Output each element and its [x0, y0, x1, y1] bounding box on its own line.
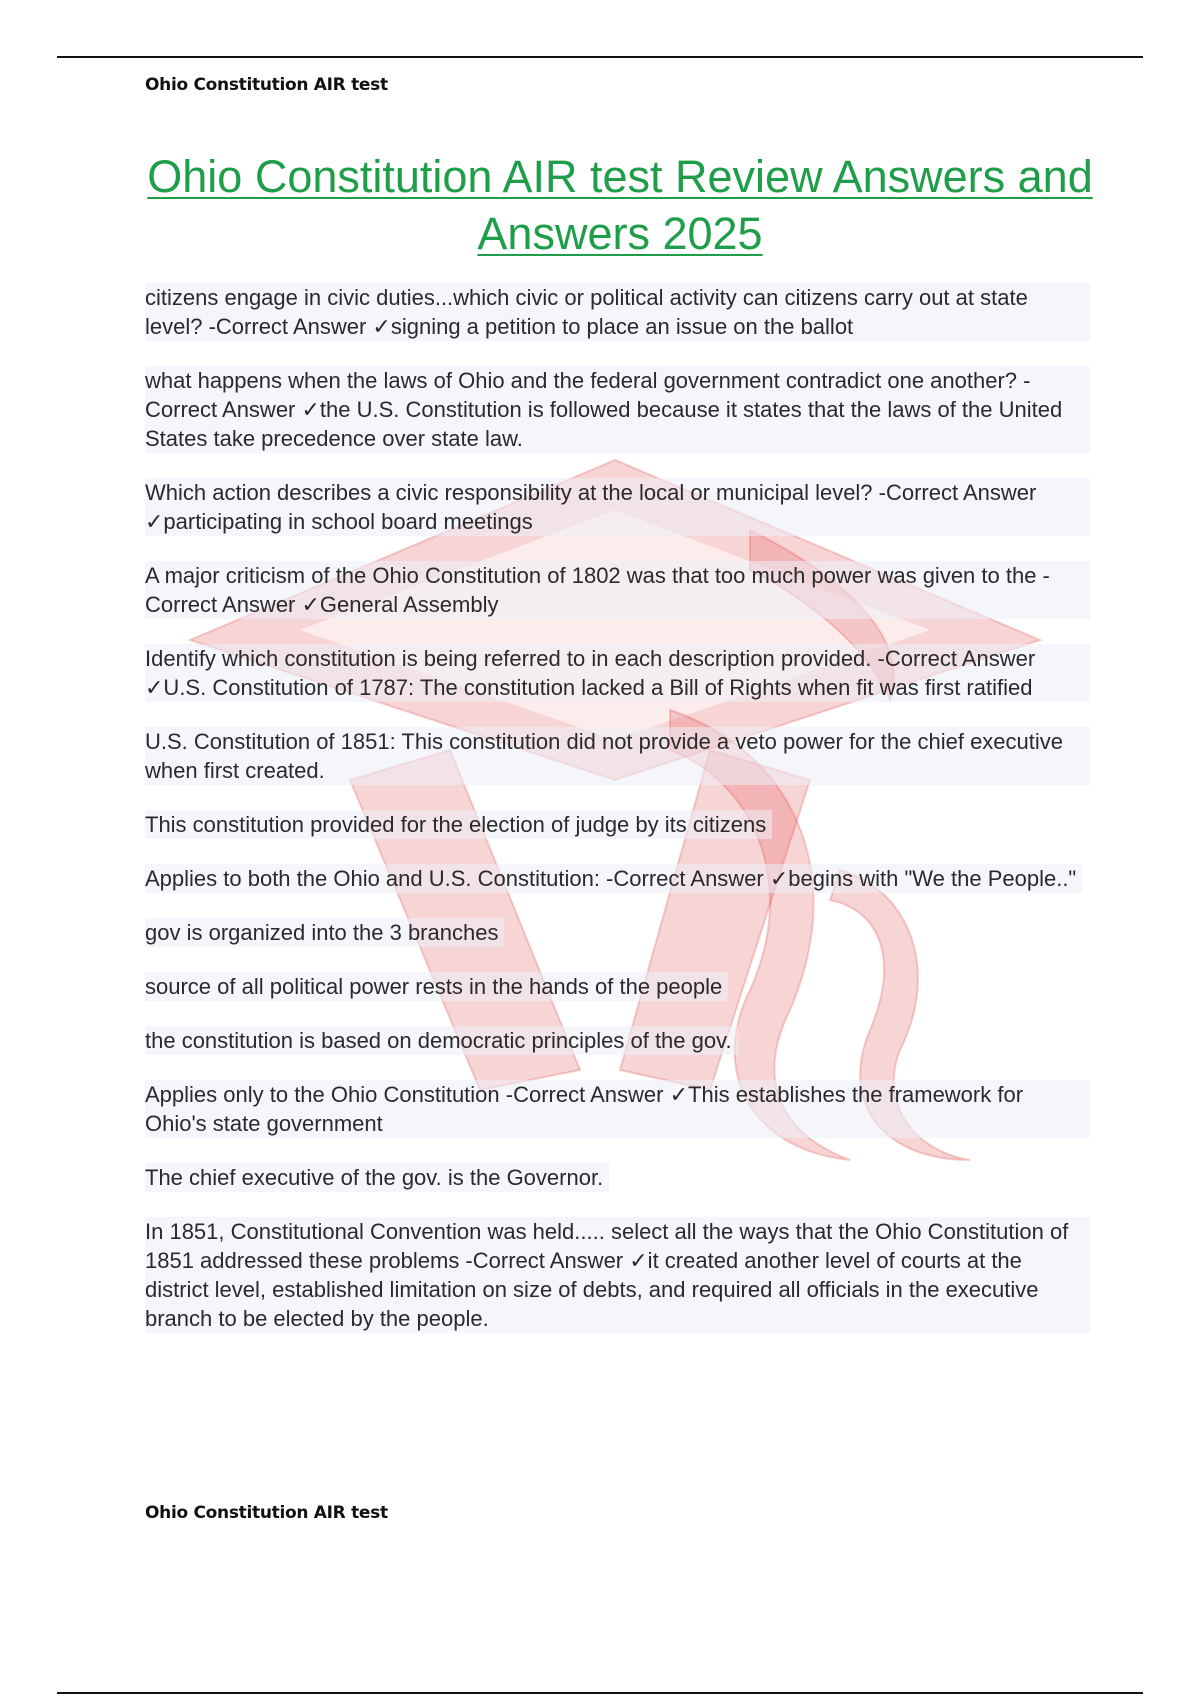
running-footer: Ohio Constitution AIR test	[145, 1503, 388, 1523]
top-rule	[57, 56, 1143, 58]
qa-paragraph: Applies only to the Ohio Constitution -Correct Answer ✓This establishes the framework for Ohio's state government	[145, 1080, 1090, 1138]
bottom-rule	[57, 1692, 1143, 1694]
qa-paragraph: This constitution provided for the election of judge by its citizens	[145, 810, 772, 839]
qa-paragraph: what happens when the laws of Ohio and the federal government contradict one another? -Correct Answer ✓the U.S. Constitution is followed because it states that the laws of the United States take precedence over state law.	[145, 366, 1090, 453]
running-header: Ohio Constitution AIR test	[145, 75, 388, 95]
qa-paragraph: Which action describes a civic responsibility at the local or municipal level? -Correct Answer ✓participating in school board meetings	[145, 478, 1090, 536]
qa-list	[145, 283, 1090, 1358]
qa-paragraph: gov is organized into the 3 branches	[145, 918, 504, 947]
qa-paragraph: The chief executive of the gov. is the Governor.	[145, 1163, 609, 1192]
qa-paragraph: citizens engage in civic duties...which civic or political activity can citizens carry out at state level? -Correct Answer ✓signing a petition to place an issue on the ballot	[145, 283, 1090, 341]
qa-paragraph: A major criticism of the Ohio Constitution of 1802 was that too much power was given to the -Correct Answer ✓General Assembly	[145, 561, 1090, 619]
qa-paragraph: source of all political power rests in the hands of the people	[145, 972, 728, 1001]
qa-paragraph: In 1851, Constitutional Convention was held..... select all the ways that the Ohio Constitution of 1851 addressed these problems -Correct Answer ✓it created another level of courts at the district level, established limitation on size of debts, and required all officials in the executive branch to be elected by the people.	[145, 1217, 1090, 1333]
qa-paragraph: the constitution is based on democratic principles of the gov.	[145, 1026, 738, 1055]
qa-paragraph: U.S. Constitution of 1851: This constitution did not provide a veto power for the chief executive when first created.	[145, 727, 1090, 785]
qa-paragraph: Identify which constitution is being referred to in each description provided. -Correct Answer ✓U.S. Constitution of 1787: The constitution lacked a Bill of Rights when fit was first ratified	[145, 644, 1090, 702]
qa-paragraph: Applies to both the Ohio and U.S. Constitution: -Correct Answer ✓begins with "We the People.."	[145, 864, 1082, 893]
document-title: Ohio Constitution AIR test Review Answers and Answers 2025	[147, 151, 1093, 259]
